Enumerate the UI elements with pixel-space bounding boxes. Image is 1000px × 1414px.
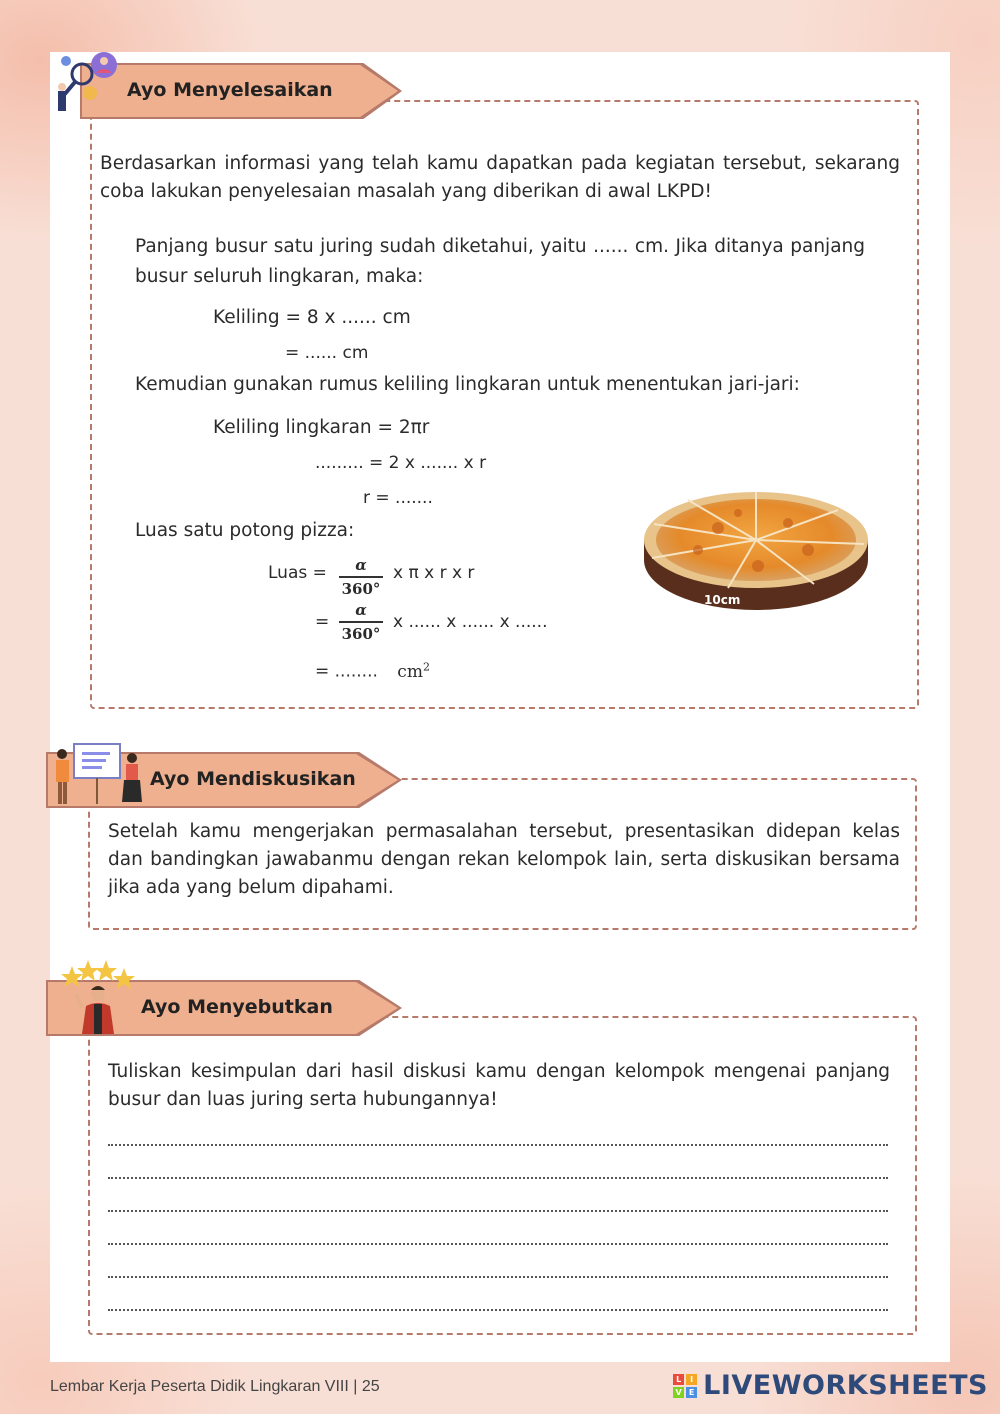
pizza-diameter-label: 10cm xyxy=(704,593,741,607)
menyebutkan-text: Tuliskan kesimpulan dari hasil diskusi kamu dengan kelompok mengenai panjang busur dan luas juring serta hubungannya! xyxy=(108,1061,890,1110)
footer-text: Lembar Kerja Peserta Didik Lingkaran VIII | 25 xyxy=(50,1378,380,1395)
mendiskusikan-title: Ayo Mendiskusikan xyxy=(150,768,356,790)
luas-line-1-rest: x π x r x r xyxy=(393,563,475,583)
fraction-2 xyxy=(339,600,383,644)
liveworksheets-brand: LIVEWORKSHEETS xyxy=(703,1370,988,1401)
luas-line-3 xyxy=(315,660,430,682)
liveworksheets-logo[interactable] xyxy=(673,1370,988,1401)
answer-line[interactable] xyxy=(108,1142,888,1146)
menyelesaikan-intro: Berdasarkan informasi yang telah kamu dapatkan pada kegiatan tersebut, sekarang coba lakukan penyelesaian masalah yang diberikan di awal LKPD! xyxy=(100,153,900,202)
fraction-2-numerator: α xyxy=(355,601,367,619)
step2-text: Kemudian gunakan rumus keliling lingkaran untuk menentukan jari-jari: xyxy=(135,374,800,395)
answer-line[interactable] xyxy=(108,1241,888,1245)
luas-line-3-value: = ........ xyxy=(315,661,378,682)
rumus-line-1: Keliling lingkaran = 2πr xyxy=(213,417,430,438)
answer-line[interactable] xyxy=(108,1208,888,1212)
step3-text: Luas satu potong pizza: xyxy=(135,520,355,541)
magnifier-people-icon xyxy=(52,51,122,115)
rumus-line-2: ......... = 2 x ....... x r xyxy=(315,453,487,473)
answer-line[interactable] xyxy=(108,1175,888,1179)
menyelesaikan-banner xyxy=(50,65,410,117)
menyelesaikan-title: Ayo Menyelesaikan xyxy=(127,79,333,101)
menyebutkan-banner xyxy=(46,982,416,1034)
keliling-line-2: = ...... cm xyxy=(285,343,369,363)
luas-line-3-unit: $cm^2$ xyxy=(397,660,430,682)
mendiskusikan-text: Setelah kamu mengerjakan permasalahan tersebut, presentasikan didepan kelas dan bandingkan jawabanmu dengan rekan kelompok lain, serta diskusikan bersama jika ada yang belum dipahami. xyxy=(108,821,900,898)
presentation-icon xyxy=(50,742,150,814)
fraction-1 xyxy=(339,555,383,599)
answer-line[interactable] xyxy=(108,1307,888,1311)
liveworksheets-icon: L I V E xyxy=(673,1374,697,1398)
stars-person-icon xyxy=(52,956,152,1036)
luas-label: Luas = xyxy=(268,563,327,583)
menyebutkan-title: Ayo Menyebutkan xyxy=(141,996,333,1018)
mendiskusikan-banner xyxy=(46,754,416,806)
luas-line-2-rest: x ...... x ...... x ...... xyxy=(393,612,548,632)
step1-text: Panjang busur satu juring sudah diketahui, yaitu ...... cm. Jika ditanya panjang busur seluruh lingkaran, maka: xyxy=(135,236,865,287)
rumus-line-3: r = ....... xyxy=(363,488,433,508)
fraction-1-denominator: 360° xyxy=(341,579,381,598)
fraction-1-numerator: α xyxy=(355,556,367,574)
luas-line-2-eq: = xyxy=(315,612,330,632)
fraction-2-denominator: 360° xyxy=(341,624,381,643)
keliling-line-1: Keliling = 8 x ...... cm xyxy=(213,307,411,328)
answer-line[interactable] xyxy=(108,1274,888,1278)
pizza-image xyxy=(638,488,878,618)
